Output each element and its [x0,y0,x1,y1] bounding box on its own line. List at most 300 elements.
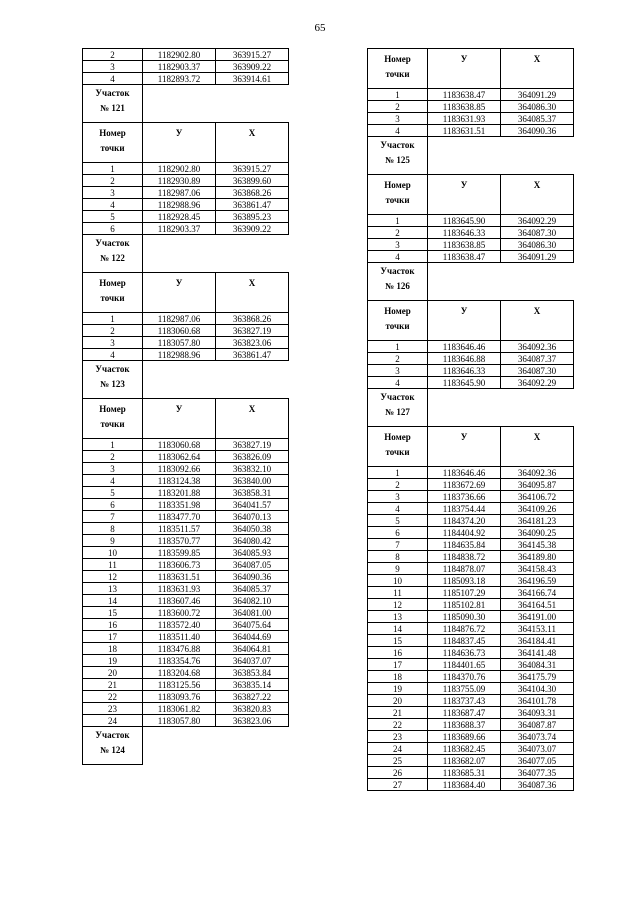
table-row [368,239,574,251]
table-row [83,619,289,631]
table-row [83,199,289,211]
y-coordinate-cell: 1183599.85 [143,547,216,559]
y-coordinate-cell: 1183646.33 [428,227,501,239]
x-coordinate-cell: 364191.00 [501,611,574,623]
table-row [83,679,289,691]
point-number-cell: 8 [368,551,428,563]
point-number-cell: 7 [368,539,428,551]
y-coordinate-cell: 1183631.51 [143,571,216,583]
table-header-row [368,301,574,341]
section-label-row [368,137,574,175]
table-row [368,467,574,479]
x-coordinate-cell: 364080.42 [216,535,289,547]
x-coordinate-cell: 364064.81 [216,643,289,655]
x-coordinate-cell: 364075.64 [216,619,289,631]
y-coordinate-cell: 1184876.72 [428,623,501,635]
table-row [83,631,289,643]
table-row [368,227,574,239]
x-coordinate-cell: 364189.80 [501,551,574,563]
x-coordinate-cell: 364196.59 [501,575,574,587]
table-header-row [83,399,289,439]
section-label-row [83,727,289,765]
x-coordinate-cell: 363861.47 [216,199,289,211]
table-row [83,583,289,595]
y-coordinate-cell: 1183572.40 [143,619,216,631]
y-coordinate-cell: 1184838.72 [428,551,501,563]
x-coordinate-cell: 364153.11 [501,623,574,635]
header-line-2: точки [385,69,410,79]
point-number-cell: 3 [368,491,428,503]
y-coordinate-cell: 1185090.30 [428,611,501,623]
table-row [368,719,574,731]
section-label [83,361,143,399]
point-number-cell: 6 [83,223,143,235]
x-coordinate-cell: 364084.31 [501,659,574,671]
x-coordinate-cell: 363909.22 [216,61,289,73]
table-row [83,547,289,559]
point-number-cell: 2 [83,325,143,337]
x-coordinate-cell: 364092.29 [501,215,574,227]
table-row [368,215,574,227]
y-coordinate-cell: 1185102.81 [428,599,501,611]
right-column [367,48,573,791]
table-header-row [83,123,289,163]
point-number-cell: 17 [83,631,143,643]
table-row [83,463,289,475]
y-coordinate-cell: 1183685.31 [428,767,501,779]
x-column-header: Х [216,399,289,439]
point-number-cell: 4 [83,349,143,361]
table-header-row [368,175,574,215]
x-coordinate-cell: 364082.10 [216,595,289,607]
y-coordinate-cell: 1183737.43 [428,695,501,707]
header-line-2: точки [100,419,125,429]
table-row [368,779,574,791]
table-row [368,101,574,113]
table-row [368,767,574,779]
x-coordinate-cell: 364092.36 [501,467,574,479]
y-column-header: У [143,399,216,439]
y-coordinate-cell: 1183631.93 [428,113,501,125]
table-row [368,695,574,707]
y-coordinate-cell: 1183755.09 [428,683,501,695]
header-line-1: Номер [99,404,126,414]
y-coordinate-cell: 1185093.18 [428,575,501,587]
point-number-cell: 26 [368,767,428,779]
y-column-header: У [428,427,501,467]
section-label-spacer [143,361,289,399]
section-label-line-2: № 124 [100,745,125,755]
x-coordinate-cell: 364085.37 [216,583,289,595]
y-coordinate-cell: 1182902.80 [143,49,216,61]
table-row [83,523,289,535]
table-row [368,671,574,683]
point-number-cell: 15 [83,607,143,619]
y-coordinate-cell: 1182987.06 [143,187,216,199]
table-row [83,703,289,715]
point-number-cell: 3 [368,239,428,251]
point-number-cell: 14 [83,595,143,607]
x-coordinate-cell: 364166.74 [501,587,574,599]
x-coordinate-cell: 364086.30 [501,239,574,251]
point-number-cell: 5 [83,211,143,223]
table-row [368,353,574,365]
point-number-header [83,399,143,439]
x-coordinate-cell: 364081.00 [216,607,289,619]
y-coordinate-cell: 1183570.77 [143,535,216,547]
table-row [83,223,289,235]
y-coordinate-cell: 1184837.45 [428,635,501,647]
x-coordinate-cell: 364044.69 [216,631,289,643]
x-column-header: Х [216,273,289,313]
y-coordinate-cell: 1182903.37 [143,61,216,73]
x-column-header: Х [216,123,289,163]
point-number-cell: 4 [368,377,428,389]
point-number-cell: 3 [83,337,143,349]
table-row [83,475,289,487]
y-coordinate-cell: 1183511.40 [143,631,216,643]
x-coordinate-cell: 364073.07 [501,743,574,755]
x-coordinate-cell: 364087.87 [501,719,574,731]
point-number-cell: 7 [83,511,143,523]
table-row [83,163,289,175]
y-coordinate-cell: 1183511.57 [143,523,216,535]
table-row [83,559,289,571]
table-header-row [368,49,574,89]
point-number-header [368,49,428,89]
y-coordinate-cell: 1183631.51 [428,125,501,137]
table-row [368,503,574,515]
point-number-cell: 2 [368,353,428,365]
table-row [83,325,289,337]
x-coordinate-cell: 363853.84 [216,667,289,679]
y-coordinate-cell: 1184635.84 [428,539,501,551]
point-number-header [368,427,428,467]
point-number-cell: 1 [83,313,143,325]
x-coordinate-cell: 364093.31 [501,707,574,719]
point-number-cell: 11 [83,559,143,571]
y-coordinate-cell: 1183631.93 [143,583,216,595]
x-coordinate-cell: 364087.05 [216,559,289,571]
point-number-cell: 2 [83,451,143,463]
table-header-row [83,273,289,313]
section-label-spacer [428,389,574,427]
point-number-cell: 13 [368,611,428,623]
x-coordinate-cell: 363823.06 [216,715,289,727]
x-coordinate-cell: 364101.78 [501,695,574,707]
y-coordinate-cell: 1184636.73 [428,647,501,659]
y-coordinate-cell: 1183061.82 [143,703,216,715]
point-number-cell: 2 [368,479,428,491]
table-row [83,349,289,361]
x-coordinate-cell: 364184.41 [501,635,574,647]
x-coordinate-cell: 363827.22 [216,691,289,703]
y-coordinate-cell: 1183736.66 [428,491,501,503]
table-row [368,611,574,623]
section-label-spacer [428,137,574,175]
x-column-header: Х [501,175,574,215]
y-coordinate-cell: 1183682.07 [428,755,501,767]
y-coordinate-cell: 1183093.76 [143,691,216,703]
table-row [368,539,574,551]
y-coordinate-cell: 1183057.80 [143,337,216,349]
point-number-cell: 14 [368,623,428,635]
x-coordinate-cell: 364077.05 [501,755,574,767]
y-coordinate-cell: 1183754.44 [428,503,501,515]
section-label-row [83,361,289,399]
y-coordinate-cell: 1183684.40 [428,779,501,791]
x-coordinate-cell: 364090.25 [501,527,574,539]
x-coordinate-cell: 363861.47 [216,349,289,361]
section-label [368,263,428,301]
table-row [83,571,289,583]
y-coordinate-cell: 1183682.45 [428,743,501,755]
y-coordinate-cell: 1183645.90 [428,215,501,227]
y-coordinate-cell: 1183476.88 [143,643,216,655]
section-label-row [83,235,289,273]
y-coordinate-cell: 1183600.72 [143,607,216,619]
y-coordinate-cell: 1184878.07 [428,563,501,575]
table-row [368,365,574,377]
x-coordinate-cell: 364077.35 [501,767,574,779]
point-number-cell: 24 [368,743,428,755]
x-coordinate-cell: 363915.27 [216,163,289,175]
y-coordinate-cell: 1183688.37 [428,719,501,731]
section-label-line-1: Участок [95,364,130,374]
table-row [83,667,289,679]
y-coordinate-cell: 1183689.66 [428,731,501,743]
y-coordinate-cell: 1183607.46 [143,595,216,607]
header-line-2: точки [385,195,410,205]
x-coordinate-cell: 363899.60 [216,175,289,187]
table-row [83,511,289,523]
y-column-header: У [428,301,501,341]
y-coordinate-cell: 1183124.38 [143,475,216,487]
table-row [83,439,289,451]
x-coordinate-cell: 363840.00 [216,475,289,487]
y-coordinate-cell: 1183646.46 [428,341,501,353]
y-coordinate-cell: 1183646.33 [428,365,501,377]
x-coordinate-cell: 364164.51 [501,599,574,611]
table-row [83,643,289,655]
point-number-cell: 1 [83,439,143,451]
table-row [368,659,574,671]
table-row [83,499,289,511]
point-number-header [83,273,143,313]
point-number-cell: 6 [83,499,143,511]
x-coordinate-cell: 364092.36 [501,341,574,353]
x-coordinate-cell: 364104.30 [501,683,574,695]
section-label [368,389,428,427]
x-coordinate-cell: 363915.27 [216,49,289,61]
table-row [368,587,574,599]
table-row [368,113,574,125]
point-number-cell: 5 [368,515,428,527]
section-label-line-2: № 123 [100,379,125,389]
x-coordinate-cell: 364090.36 [216,571,289,583]
table-header-row [368,427,574,467]
section-label [83,235,143,273]
x-coordinate-cell: 364073.74 [501,731,574,743]
y-coordinate-cell: 1183092.66 [143,463,216,475]
point-number-cell: 12 [83,571,143,583]
coordinates-table-right [367,48,574,791]
y-column-header: У [428,49,501,89]
point-number-cell: 18 [83,643,143,655]
x-coordinate-cell: 364087.30 [501,227,574,239]
point-number-cell: 19 [368,683,428,695]
y-coordinate-cell: 1183204.68 [143,667,216,679]
table-row [368,599,574,611]
point-number-cell: 4 [83,199,143,211]
y-coordinate-cell: 1183354.76 [143,655,216,667]
point-number-cell: 20 [368,695,428,707]
section-label-line-1: Участок [95,238,130,248]
header-line-1: Номер [384,432,411,442]
table-row [83,49,289,61]
point-number-cell: 9 [368,563,428,575]
point-number-cell: 18 [368,671,428,683]
y-coordinate-cell: 1184370.76 [428,671,501,683]
point-number-cell: 4 [83,475,143,487]
table-row [83,451,289,463]
section-label-line-2: № 126 [385,281,410,291]
x-coordinate-cell: 364181.23 [501,515,574,527]
section-label-line-2: № 127 [385,407,410,417]
x-coordinate-cell: 363868.26 [216,187,289,199]
y-coordinate-cell: 1185107.29 [428,587,501,599]
x-coordinate-cell: 364109.26 [501,503,574,515]
x-coordinate-cell: 364158.43 [501,563,574,575]
point-number-cell: 25 [368,755,428,767]
y-coordinate-cell: 1182928.45 [143,211,216,223]
y-coordinate-cell: 1183638.47 [428,251,501,263]
table-row [368,89,574,101]
table-row [368,251,574,263]
x-coordinate-cell: 364141.48 [501,647,574,659]
table-row [83,691,289,703]
point-number-cell: 24 [83,715,143,727]
table-row [368,743,574,755]
x-coordinate-cell: 364087.30 [501,365,574,377]
x-coordinate-cell: 364037.07 [216,655,289,667]
table-row [83,187,289,199]
section-label-row [368,263,574,301]
x-coordinate-cell: 364091.29 [501,89,574,101]
y-column-header: У [428,175,501,215]
x-column-header: Х [501,49,574,89]
y-coordinate-cell: 1182903.37 [143,223,216,235]
y-coordinate-cell: 1182902.80 [143,163,216,175]
table-row [368,563,574,575]
point-number-cell: 17 [368,659,428,671]
x-coordinate-cell: 363858.31 [216,487,289,499]
y-coordinate-cell: 1182988.96 [143,199,216,211]
section-label-spacer [143,235,289,273]
point-number-cell: 2 [83,49,143,61]
point-number-cell: 6 [368,527,428,539]
y-coordinate-cell: 1184401.65 [428,659,501,671]
y-coordinate-cell: 1183060.68 [143,439,216,451]
table-row [368,491,574,503]
y-coordinate-cell: 1183646.88 [428,353,501,365]
y-coordinate-cell: 1183672.69 [428,479,501,491]
section-label-line-2: № 122 [100,253,125,263]
section-label [83,727,143,765]
point-number-cell: 15 [368,635,428,647]
y-coordinate-cell: 1183125.56 [143,679,216,691]
y-coordinate-cell: 1183062.64 [143,451,216,463]
point-number-cell: 5 [83,487,143,499]
point-number-cell: 1 [368,467,428,479]
x-coordinate-cell: 364145.38 [501,539,574,551]
table-row [83,175,289,187]
point-number-header [83,123,143,163]
header-line-1: Номер [384,180,411,190]
y-coordinate-cell: 1183351.98 [143,499,216,511]
point-number-header [368,301,428,341]
point-number-cell: 23 [368,731,428,743]
x-coordinate-cell: 363895.23 [216,211,289,223]
x-coordinate-cell: 363835.14 [216,679,289,691]
table-row [83,655,289,667]
page-number: 65 [314,22,326,34]
header-line-1: Номер [384,54,411,64]
y-coordinate-cell: 1183645.90 [428,377,501,389]
y-coordinate-cell: 1182893.72 [143,73,216,85]
table-row [83,535,289,547]
y-coordinate-cell: 1184404.92 [428,527,501,539]
point-number-cell: 21 [83,679,143,691]
x-coordinate-cell: 363868.26 [216,313,289,325]
section-label-spacer [428,263,574,301]
x-coordinate-cell: 364092.29 [501,377,574,389]
section-label-line-1: Участок [95,730,130,740]
point-number-cell: 20 [83,667,143,679]
point-number-cell: 16 [83,619,143,631]
point-number-cell: 19 [83,655,143,667]
point-number-cell: 3 [368,365,428,377]
y-coordinate-cell: 1183638.85 [428,239,501,251]
table-row [83,211,289,223]
point-number-cell: 4 [83,73,143,85]
y-column-header: У [143,123,216,163]
header-line-1: Номер [99,128,126,138]
x-coordinate-cell: 364090.36 [501,125,574,137]
point-number-cell: 4 [368,503,428,515]
x-coordinate-cell: 363827.19 [216,439,289,451]
table-row [368,755,574,767]
table-row [368,125,574,137]
table-row [368,635,574,647]
table-row [368,515,574,527]
x-coordinate-cell: 363827.19 [216,325,289,337]
table-row [83,715,289,727]
table-row [368,623,574,635]
y-coordinate-cell: 1183646.46 [428,467,501,479]
header-line-2: точки [100,143,125,153]
table-row [83,61,289,73]
section-label-line-1: Участок [95,88,130,98]
table-row [368,647,574,659]
y-coordinate-cell: 1182930.89 [143,175,216,187]
table-row [83,487,289,499]
point-number-cell: 4 [368,251,428,263]
point-number-cell: 1 [368,215,428,227]
section-label-row [368,389,574,427]
point-number-cell: 1 [83,163,143,175]
table-row [368,479,574,491]
